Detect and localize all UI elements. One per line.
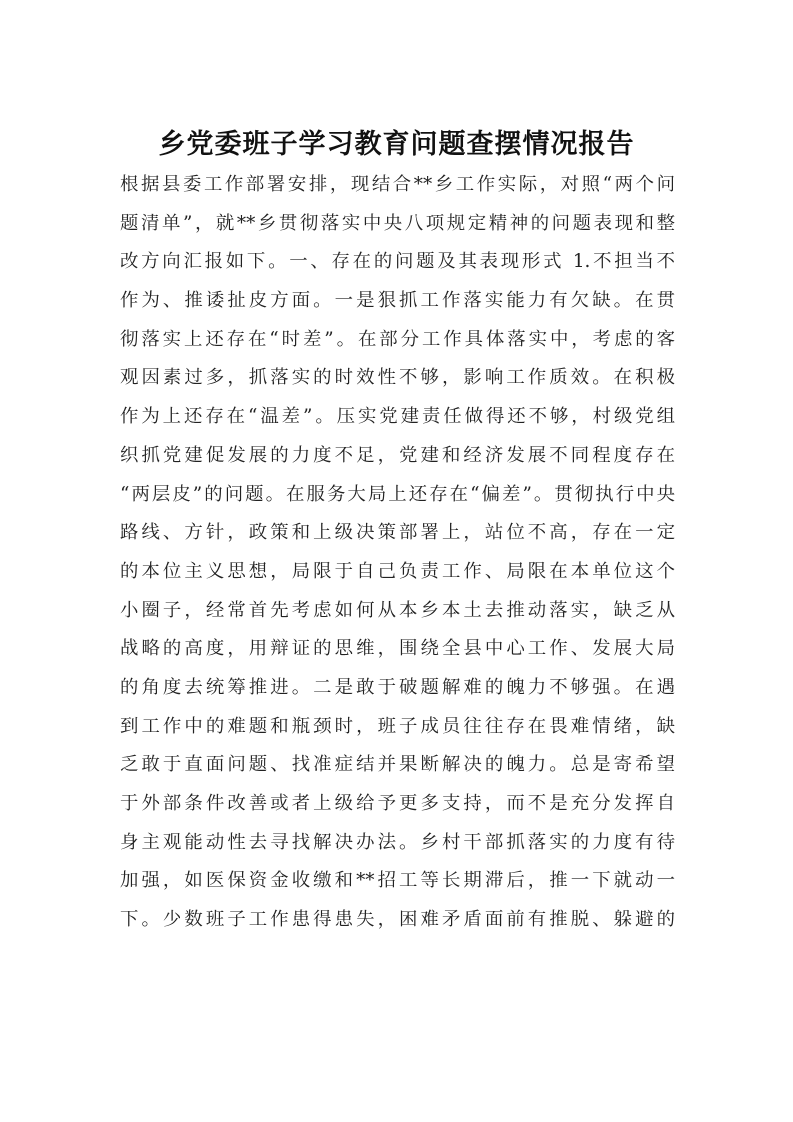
- body-line: “两层皮”的问题。在服务大局上还存在“偏差”。贯彻执行中央: [120, 483, 675, 505]
- body-line: 改方向汇报如下。一、存在的问题及其表现形式 1.不担当不: [120, 251, 675, 273]
- body-line: 战略的高度，用辩证的思维，围绕全县中心工作、发展大局: [120, 638, 675, 660]
- body-line: 的角度去统筹推进。二是敢于破题解难的魄力不够强。在遇: [120, 676, 675, 698]
- body-line: 乏敢于直面问题、找准症结并果断解决的魄力。总是寄希望: [120, 754, 675, 776]
- body-line: 到工作中的难题和瓶颈时，班子成员往往存在畏难情绪，缺: [120, 715, 675, 737]
- body-line: 作为、推诿扯皮方面。一是狠抓工作落实能力有欠缺。在贯: [120, 290, 675, 312]
- body-line: 的本位主义思想，局限于自己负责工作、局限在本单位这个: [120, 560, 675, 582]
- document-body: [120, 166, 675, 940]
- body-line: 织抓党建促发展的力度不足，党建和经济发展不同程度存在: [120, 444, 675, 466]
- body-line: 于外部条件改善或者上级给予更多支持，而不是充分发挥自: [120, 793, 675, 814]
- body-line: 根据县委工作部署安排，现结合**乡工作实际，对照“两个问: [120, 174, 675, 195]
- body-line: 作为上还存在“温差”。压实党建责任做得还不够，村级党组: [120, 406, 675, 428]
- body-line: 加强，如医保资金收缴和**招工等长期滞后，推一下就动一: [120, 870, 675, 892]
- body-line: 小圈子，经常首先考虑如何从本乡本土去推动落实，缺乏从: [120, 599, 675, 621]
- body-line: 题清单”，就**乡贯彻落实中央八项规定精神的问题表现和整: [120, 212, 675, 234]
- body-line: 路线、方针，政策和上级决策部署上，站位不高，存在一定: [120, 522, 675, 544]
- body-line: 彻落实上还存在“时差”。在部分工作具体落实中，考虑的客: [120, 328, 675, 350]
- document-title: 乡党委班子学习教育问题查摆情况报告: [158, 129, 635, 160]
- body-line: 下。少数班子工作患得患失，困难矛盾面前有推脱、躲避的: [120, 909, 675, 931]
- body-line: 身主观能动性去寻找解决办法。乡村干部抓落实的力度有待: [120, 831, 675, 853]
- body-line: 观因素过多，抓落实的时效性不够，影响工作质效。在积极: [120, 367, 675, 389]
